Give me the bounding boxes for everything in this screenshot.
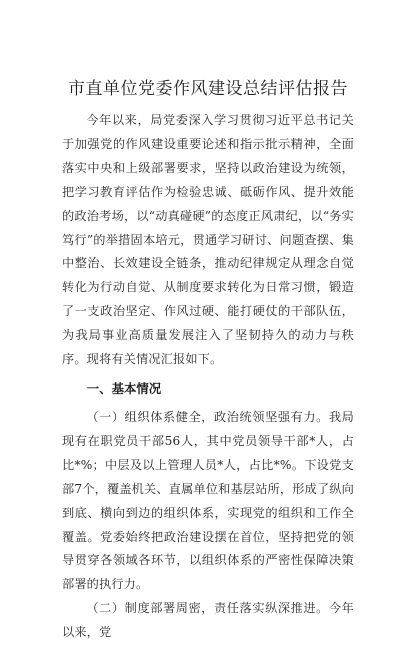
document-title: 市直单位党委作风建设总结评估报告	[68, 79, 348, 99]
section-heading-basic-situation: 一、基本情况	[86, 380, 162, 396]
subsection-paragraph-1: （一）组织体系健全，政治统领坚强有力。我局现有在职党员干部56人，其中党员领导干部*人，占比*%；中层及以上管理人员*人，占比*%。下设党支部7个，覆盖机关、直属单位和基层站所，形成了纵向到底、横向到边的组织体系，实现党的组织和工作全覆盖。党委始终把政治建设摆在首位，坚持把党的领导贯穿各领域各环节，以组织体系的严密性保障决策部署的执行力。	[62, 409, 354, 592]
intro-paragraph: 今年以来，局党委深入学习贯彻习近平总书记关于加强党的作风建设重要论述和指示批示精神，全面落实中央和上级部署要求，坚持以政治建设为统领，把学习教育评估作为检验忠诚、砥砺作风、提升效能的政治考场，以“动真碰硬”的态度正风肃纪，以“务实笃行”的举措固本培元，贯通学习研讨、问题查摆、集中整治、长效建设全链条，推动纪律规定从理念自觉转化为行动自觉、从制度要求转化为日常习惯，锻造了一支政治坚定、作风过硬、能打硬仗的干部队伍，为我局事业高质量发展注入了坚韧持久的动力与秩序。现将有关情况汇报如下。	[62, 113, 354, 367]
subsection-paragraph-2: （二）制度部署周密，责任落实纵深推进。今年以来，党	[62, 601, 354, 640]
